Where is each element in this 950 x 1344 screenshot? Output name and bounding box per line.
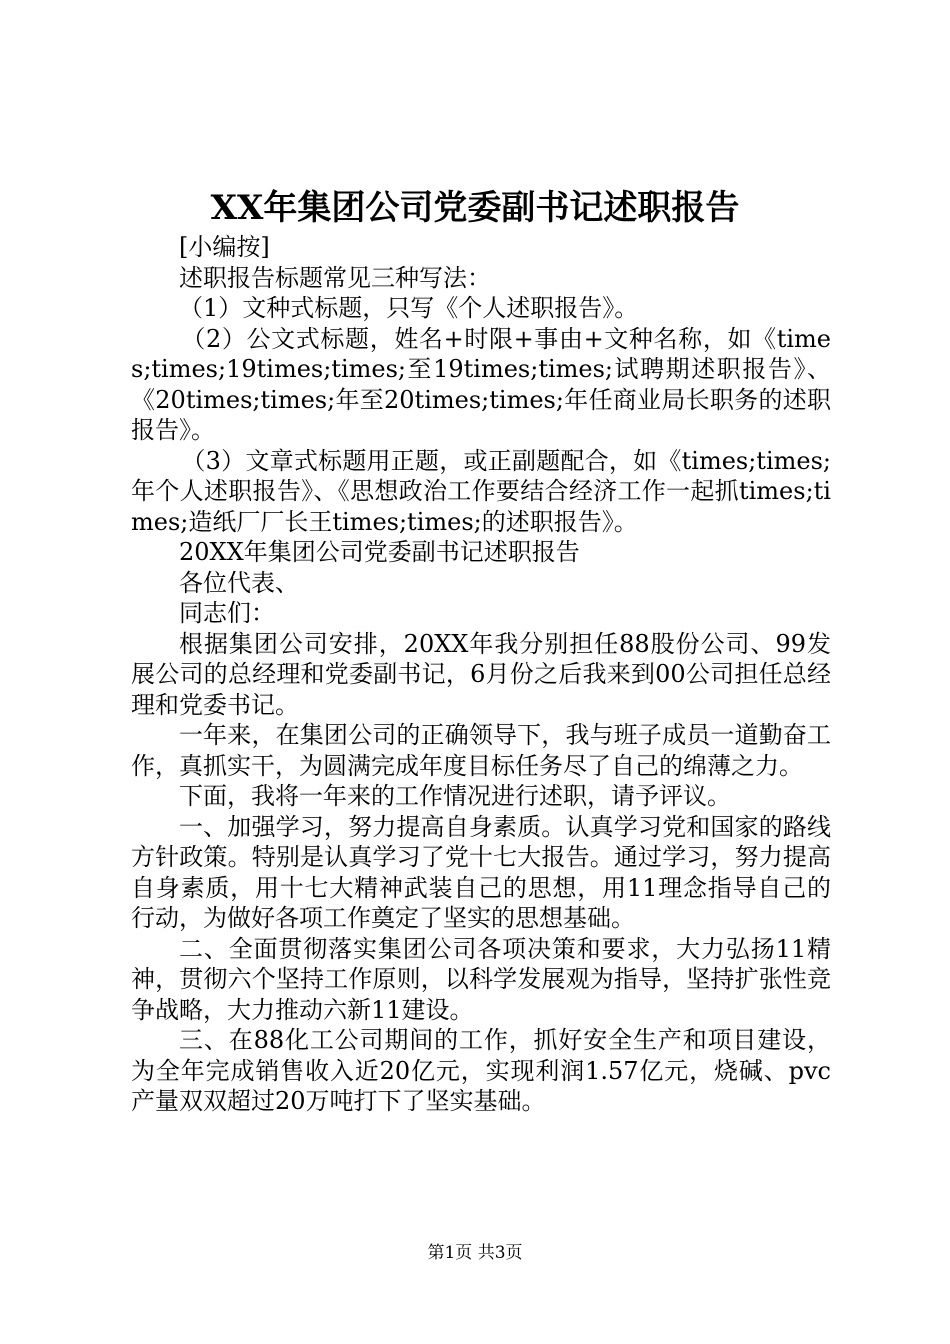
document-body xyxy=(131,232,831,1117)
paragraph-report-heading: 20XX年集团公司党委副书记述职报告 xyxy=(179,538,580,566)
paragraph-body: 三、在88化工公司期间的工作，抓好安全生产和项目建设，为全年完成销售收入近20亿元，实现利润1.57亿元，烧碱、pvc产量双双超过20万吨打下了坚实基础。 xyxy=(131,1026,831,1115)
paragraph-style-3: （3）文章式标题用正题，或正副题配合，如《times;times;年个人述职报告》、《思想政治工作要结合经济工作一起抓times;times;造纸厂厂长王times;times;的述职报告》。 xyxy=(131,446,831,536)
paragraph-salutation-2: 同志们： xyxy=(179,599,275,627)
paragraph-style-1: （1）文种式标题，只写《个人述职报告》。 xyxy=(179,294,639,322)
paragraph-style-2: （2）公文式标题，姓名+时限+事由+文种名称，如《times;times;19times;times;至19times;times;试聘期述职报告》、《20times;times;年至20times;times;年任商业局长职务的述职报告》。 xyxy=(131,324,831,444)
page-title: XX年集团公司党委副书记述职报告 xyxy=(210,188,740,228)
paragraph-body: 二、全面贯彻落实集团公司各项决策和要求，大力弘扬11精神，贯彻六个坚持工作原则，以科学发展观为指导，坚持扩张性竞争战略，大力推动六新11建设。 xyxy=(131,934,831,1024)
paragraph-editor-note: [小编按] xyxy=(179,233,270,261)
paragraph-title-styles-intro: 述职报告标题常见三种写法： xyxy=(179,263,491,292)
paragraph-salutation-1: 各位代表、 xyxy=(179,568,299,597)
paragraph-body: 下面，我将一年来的工作情况进行述职，请予评议。 xyxy=(179,782,731,810)
paragraph-body: 根据集团公司安排，20XX年我分别担任88股份公司、99发展公司的总经理和党委副书记，6月份之后我来到00公司担任总经理和党委书记。 xyxy=(131,629,831,719)
paragraph-body: 一年来，在集团公司的正确领导下，我与班子成员一道勤奋工作，真抓实干，为圆满完成年度目标任务尽了自己的绵薄之力。 xyxy=(131,721,831,780)
page-number-footer: 第1页 共3页 xyxy=(427,1243,523,1263)
paragraph-body: 一、加强学习，努力提高自身素质。认真学习党和国家的路线方针政策。特别是认真学习了党十七大报告。通过学习，努力提高自身素质，用十七大精神武装自己的思想，用11理念指导自己的行动，为做好各项工作奠定了坚实的思想基础。 xyxy=(131,812,831,932)
